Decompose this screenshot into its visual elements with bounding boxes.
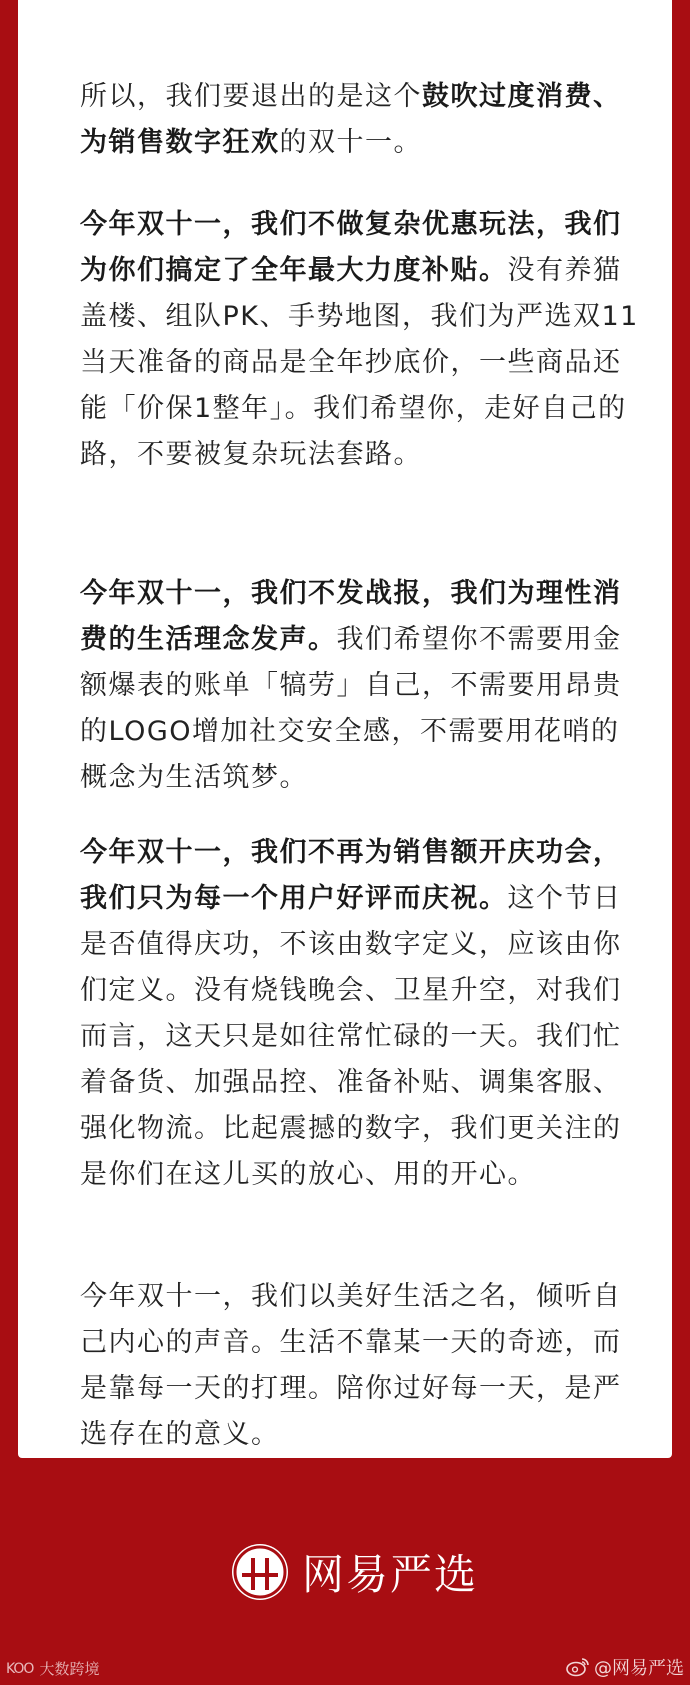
article-card bbox=[18, 0, 672, 1458]
paragraph-2 bbox=[80, 156, 640, 478]
watermark-left bbox=[6, 1658, 99, 1679]
paragraph-5 bbox=[80, 1228, 640, 1458]
p1-seg2-bold: 鼓吹过度消费、为销售数字狂欢 bbox=[80, 81, 622, 158]
watermark-logo-text: KOO bbox=[6, 1660, 34, 1677]
p2-seg1-bold: 今年双十一，我们不做复杂优惠玩法，我们为你们搞定了全年最大力度补贴。 bbox=[80, 209, 622, 286]
watermark-left-text: 大数跨境 bbox=[39, 1660, 100, 1678]
brand-footer bbox=[232, 1542, 478, 1602]
paragraph-3 bbox=[80, 525, 640, 801]
paragraph-4 bbox=[80, 784, 640, 1198]
p2-seg2: 没有养猫盖楼、组队PK、手势地图，我们为严选双11当天准备的商品是全年抄底价，一些商品还能「价保1整年」。我们希望你，走好自己的路，不要被复杂玩法套路。 bbox=[80, 255, 639, 470]
wangyi-yanxuan-logo-icon bbox=[232, 1544, 288, 1600]
p4-seg1-bold: 今年双十一，我们不再为销售额开庆功会，我们只为每一个用户好评而庆祝。 bbox=[80, 837, 622, 914]
brand-name: 网易严选 bbox=[302, 1550, 479, 1599]
p3-seg2: 我们希望你不需要用金额爆表的账单「犒劳」自己，不需要用昂贵的LOGO增加社交安全感，不需要用花哨的概念为生活筑梦。 bbox=[80, 624, 622, 793]
p3-seg1-bold: 今年双十一，我们不发战报，我们为理性消费的生活理念发声。 bbox=[80, 578, 622, 655]
watermark-right bbox=[566, 1654, 684, 1680]
p1-seg3: 的双十一。 bbox=[279, 127, 422, 158]
p5-seg1: 今年双十一，我们以美好生活之名，倾听自己内心的声音。生活不靠某一天的奇迹，而是靠每一天的打理。陪你过好每一天，是严选存在的意义。 bbox=[80, 1281, 622, 1450]
p4-seg2: 这个节日是否值得庆功，不该由数字定义，应该由你们定义。没有烧钱晚会、卫星升空，对我们而言，这天只是如往常忙碌的一天。我们忙着备货、加强品控、准备补贴、调集客服、强化物流。比起震撼的数字，我们更关注的是你们在这儿买的放心、用的开心。 bbox=[80, 883, 622, 1190]
paragraph-1 bbox=[80, 28, 640, 166]
watermark-right-text: @网易严选 bbox=[594, 1658, 684, 1679]
p1-seg1: 所以，我们要退出的是这个 bbox=[80, 81, 422, 112]
weibo-icon bbox=[566, 1657, 590, 1677]
